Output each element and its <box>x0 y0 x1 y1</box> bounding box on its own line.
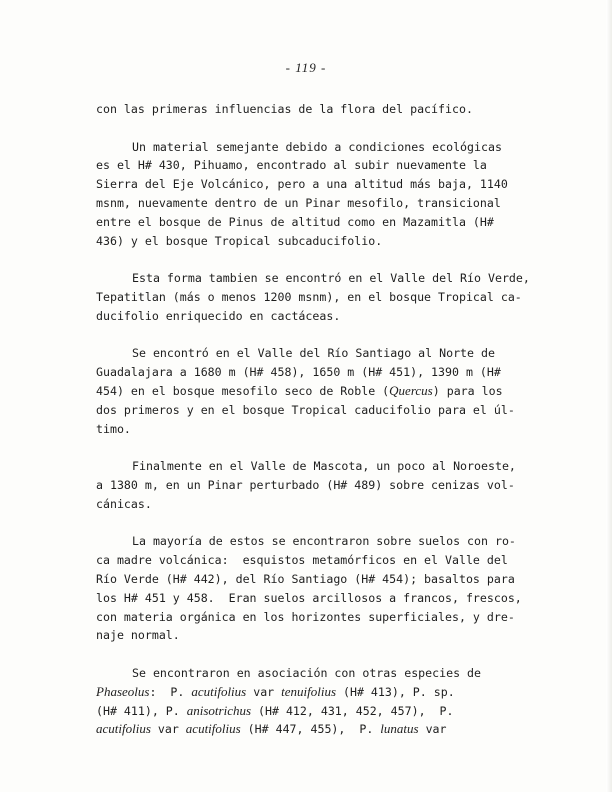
scientific-name: Quercus <box>389 382 433 398</box>
text-line: timo. <box>96 421 131 436</box>
text-run: 454) en el bosque mesofilo seco de Roble ( <box>96 383 390 398</box>
text-line: a 1380 m, en un Pinar perturbado (H# 489) sobre cenizas vol- <box>96 477 515 492</box>
text-run: ) para los <box>432 383 503 398</box>
scientific-name: tenuifolius <box>281 683 337 699</box>
text-line: Guadalajara a 1680 m (H# 458), 1650 m (H# 451), 1390 m (H# <box>96 365 501 380</box>
text-line: La mayoría de estos se encontraron sobre suelos con ro- <box>132 534 516 549</box>
page-edge <box>606 0 612 792</box>
paragraph <box>96 344 536 438</box>
text-line: entre el bosque de Pinus de altitud como en Mazamitla (H# <box>96 214 494 229</box>
paragraph <box>96 664 536 739</box>
text-line <box>96 683 536 702</box>
text-line: ducifolio enriquecido en cactáceas. <box>96 308 341 323</box>
scientific-name: acutifolius <box>191 683 247 699</box>
text-run: var <box>246 684 282 699</box>
scientific-name: Phaseolus <box>96 683 150 699</box>
text-run: (H# 447, 455), P. <box>240 722 381 737</box>
text-line <box>96 720 536 739</box>
text-run: var <box>418 722 447 737</box>
text-run: : P. <box>149 684 192 699</box>
text-line: con las primeras influencias de la flora del pacífico. <box>96 102 473 116</box>
text-line: Un material semejante debido a condiciones ecológicas <box>132 139 502 154</box>
text-line: dos primeros y en el bosque Tropical caducifolio para el úl- <box>96 402 515 417</box>
text-line: Finalmente en el Valle de Mascota, un poco al Noroeste, <box>132 459 516 474</box>
page-number: - 119 - <box>285 60 327 75</box>
text-line <box>96 382 536 401</box>
scientific-name: lunatus <box>380 721 419 737</box>
text-line: Tepatitlan (más o menos 1200 msnm), en el bosque Tropical ca- <box>96 289 522 304</box>
paragraph <box>96 457 536 513</box>
scientific-name: anisotrichus <box>186 702 252 718</box>
text-line: cánicas. <box>96 496 152 511</box>
text-run: var <box>150 722 186 737</box>
text-line <box>96 702 536 721</box>
text-line: Se encontró en el Valle del Río Santiago al Norte de <box>132 346 495 361</box>
text-line: los H# 451 y 458. Eran suelos arcillosos a francos, frescos, <box>96 590 522 605</box>
text-line: msnm, nuevamente dentro de un Pinar mesofilo, transicional <box>96 195 501 210</box>
text-line: 436) y el bosque Tropical subcaducifolio. <box>96 233 383 248</box>
text-line: Esta forma tambien se encontró en el Valle del Río Verde, <box>132 271 530 286</box>
text-line: Se encontraron en asociación con otras especies de <box>132 665 482 680</box>
text-run: (H# 411), P. <box>96 703 187 718</box>
paragraph <box>96 138 536 251</box>
text-line: ca madre volcánica: esquistos metamórficos en el Valle del <box>96 553 508 568</box>
body-text <box>96 100 536 739</box>
scientific-name: acutifolius <box>96 721 151 737</box>
text-line: naje normal. <box>96 628 180 643</box>
text-run: (H# 412, 431, 452, 457), P. <box>251 703 454 718</box>
text-line: con materia orgánica en los horizontes superficiales, y dre- <box>96 609 515 624</box>
paragraph <box>96 269 536 325</box>
paragraph <box>96 532 536 645</box>
text-line: es el H# 430, Pihuamo, encontrado al subir nuevamente la <box>96 158 487 173</box>
text-line: Río Verde (H# 442), del Río Santiago (H# 454); basaltos para <box>96 571 515 586</box>
text-line: Sierra del Eje Volcánico, pero a una altitud más baja, 1140 <box>96 177 508 192</box>
text-run: (H# 413), P. sp. <box>336 684 455 699</box>
scientific-name: acutifolius <box>185 721 241 737</box>
